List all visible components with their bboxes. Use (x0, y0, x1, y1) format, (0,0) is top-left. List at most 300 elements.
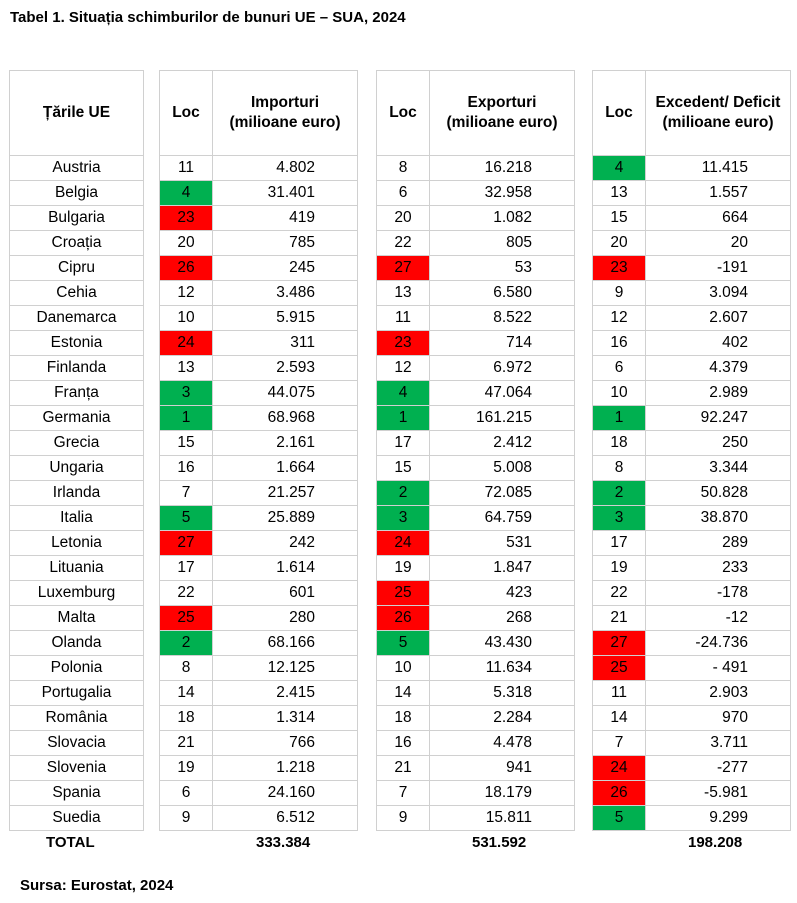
table-row (377, 531, 575, 556)
imports-rank-cell: 22 (160, 581, 213, 606)
table-row (377, 381, 575, 406)
balance-rank-cell: 11 (593, 681, 646, 706)
exports-rank-cell: 17 (377, 431, 430, 456)
table-row (160, 306, 358, 331)
table-row (593, 581, 791, 606)
imports-value-cell: 1.218 (213, 756, 358, 781)
table-row (593, 381, 791, 406)
imports-rank-cell: 24 (160, 331, 213, 356)
imports-rank-cell: 7 (160, 481, 213, 506)
table-row (10, 506, 144, 531)
country-cell: Slovenia (10, 756, 144, 781)
exports-rank-cell: 4 (377, 381, 430, 406)
table-row (377, 281, 575, 306)
table-row (160, 456, 358, 481)
imports-rank-cell: 23 (160, 206, 213, 231)
exports-header: Exporturi (milioane euro) (430, 71, 575, 156)
imports-value-cell: 5.915 (213, 306, 358, 331)
imports-value-cell: 12.125 (213, 656, 358, 681)
balance-rank-cell: 22 (593, 581, 646, 606)
balance-rank-cell: 21 (593, 606, 646, 631)
imports-value-cell: 6.512 (213, 806, 358, 831)
balance-value-cell: 1.557 (646, 181, 791, 206)
table-row (377, 606, 575, 631)
country-cell: Olanda (10, 631, 144, 656)
exports-rank-cell: 21 (377, 756, 430, 781)
table-row (160, 756, 358, 781)
imports-rank-cell: 6 (160, 781, 213, 806)
exports-value-cell: 64.759 (430, 506, 575, 531)
table-row (377, 781, 575, 806)
total-balance: 198.208 (688, 834, 743, 851)
imports-rank-cell: 11 (160, 156, 213, 181)
exports-value-cell: 714 (430, 331, 575, 356)
table-row (160, 231, 358, 256)
table-row (593, 806, 791, 831)
table-row (10, 381, 144, 406)
country-cell: Luxemburg (10, 581, 144, 606)
country-cell: Ungaria (10, 456, 144, 481)
table-row (377, 631, 575, 656)
table-row (10, 256, 144, 281)
imports-rank-cell: 20 (160, 231, 213, 256)
table-row (10, 156, 144, 181)
table-row (593, 631, 791, 656)
balance-value-cell: 970 (646, 706, 791, 731)
exports-rank-cell: 19 (377, 556, 430, 581)
imports-rank-cell: 21 (160, 731, 213, 756)
imports-value-cell: 68.166 (213, 631, 358, 656)
table-row (377, 181, 575, 206)
table-row (160, 431, 358, 456)
country-cell: Croația (10, 231, 144, 256)
imports-value-cell: 1.614 (213, 556, 358, 581)
table-row (160, 706, 358, 731)
country-cell: Italia (10, 506, 144, 531)
table-row (10, 331, 144, 356)
balance-value-cell: -5.981 (646, 781, 791, 806)
table-row (10, 781, 144, 806)
exports-value-cell: 32.958 (430, 181, 575, 206)
exports-value-cell: 268 (430, 606, 575, 631)
balance-value-cell: -12 (646, 606, 791, 631)
balance-value-cell: 3.344 (646, 456, 791, 481)
exports-value-cell: 2.412 (430, 431, 575, 456)
exports-value-cell: 11.634 (430, 656, 575, 681)
exports-value-cell: 5.008 (430, 456, 575, 481)
country-cell: Finlanda (10, 356, 144, 381)
table-row (160, 631, 358, 656)
table-row (593, 706, 791, 731)
exports-rank-cell: 7 (377, 781, 430, 806)
exports-rank-cell: 25 (377, 581, 430, 606)
table-row (593, 481, 791, 506)
table-row (160, 281, 358, 306)
table-row (377, 581, 575, 606)
imports-rank-cell: 10 (160, 306, 213, 331)
table-row (593, 181, 791, 206)
table-row (593, 306, 791, 331)
exports-value-cell: 16.218 (430, 156, 575, 181)
imports-rank-cell: 19 (160, 756, 213, 781)
country-cell: Slovacia (10, 731, 144, 756)
balance-value-cell: 2.607 (646, 306, 791, 331)
imports-rank-cell: 15 (160, 431, 213, 456)
country-cell: Suedia (10, 806, 144, 831)
table-row (377, 556, 575, 581)
table-row (377, 331, 575, 356)
exports-value-cell: 6.580 (430, 281, 575, 306)
balance-rank-cell: 6 (593, 356, 646, 381)
balance-rank-cell: 1 (593, 406, 646, 431)
balance-rank-cell: 8 (593, 456, 646, 481)
balance-value-cell: 289 (646, 531, 791, 556)
table-row (160, 356, 358, 381)
imports-rank-header: Loc (160, 71, 213, 156)
table-row (10, 631, 144, 656)
table-row (593, 406, 791, 431)
country-cell: Letonia (10, 531, 144, 556)
table-row (10, 356, 144, 381)
balance-value-cell: 20 (646, 231, 791, 256)
balance-rank-cell: 9 (593, 281, 646, 306)
table-row (10, 406, 144, 431)
balance-value-cell: 11.415 (646, 156, 791, 181)
table-row (593, 356, 791, 381)
exports-value-cell: 4.478 (430, 731, 575, 756)
imports-value-cell: 242 (213, 531, 358, 556)
total-exports: 531.592 (472, 834, 527, 851)
imports-rank-cell: 18 (160, 706, 213, 731)
table-row (10, 481, 144, 506)
table-row (593, 331, 791, 356)
country-cell: Franța (10, 381, 144, 406)
imports-rank-cell: 13 (160, 356, 213, 381)
total-label: TOTAL (46, 834, 95, 851)
exports-rank-cell: 27 (377, 256, 430, 281)
imports-value-cell: 4.802 (213, 156, 358, 181)
exports-rank-cell: 20 (377, 206, 430, 231)
table-row (593, 681, 791, 706)
balance-rank-cell: 16 (593, 331, 646, 356)
table-row (377, 506, 575, 531)
imports-rank-cell: 14 (160, 681, 213, 706)
table-row (377, 306, 575, 331)
table-row (593, 231, 791, 256)
imports-value-cell: 1.664 (213, 456, 358, 481)
exports-value-cell: 1.847 (430, 556, 575, 581)
balance-rank-cell: 18 (593, 431, 646, 456)
balance-rank-cell: 15 (593, 206, 646, 231)
imports-header: Importuri (milioane euro) (213, 71, 358, 156)
balance-rank-cell: 24 (593, 756, 646, 781)
table-row (593, 456, 791, 481)
country-header: Țările UE (10, 71, 144, 156)
table-row (377, 256, 575, 281)
table-row (593, 506, 791, 531)
table-row (377, 806, 575, 831)
exports-rank-cell: 14 (377, 681, 430, 706)
balance-value-cell: -178 (646, 581, 791, 606)
country-cell: Belgia (10, 181, 144, 206)
imports-value-cell: 311 (213, 331, 358, 356)
imports-rank-cell: 3 (160, 381, 213, 406)
table-row (593, 606, 791, 631)
table-row (160, 781, 358, 806)
table-row (377, 756, 575, 781)
imports-value-cell: 280 (213, 606, 358, 631)
table-row (10, 456, 144, 481)
imports-rank-cell: 4 (160, 181, 213, 206)
balance-rank-cell: 23 (593, 256, 646, 281)
balance-value-cell: 250 (646, 431, 791, 456)
table-row (160, 156, 358, 181)
country-cell: Spania (10, 781, 144, 806)
exports-rank-cell: 26 (377, 606, 430, 631)
imports-rank-cell: 8 (160, 656, 213, 681)
exports-value-cell: 941 (430, 756, 575, 781)
table-row (593, 756, 791, 781)
exports-value-cell: 8.522 (430, 306, 575, 331)
table-row (10, 281, 144, 306)
table-row (160, 181, 358, 206)
table-row (10, 581, 144, 606)
imports-rank-cell: 1 (160, 406, 213, 431)
table-row (377, 431, 575, 456)
balance-rank-header: Loc (593, 71, 646, 156)
balance-rank-cell: 10 (593, 381, 646, 406)
imports-rank-cell: 12 (160, 281, 213, 306)
imports-value-cell: 31.401 (213, 181, 358, 206)
country-cell: Austria (10, 156, 144, 181)
balance-rank-cell: 27 (593, 631, 646, 656)
table-row (377, 681, 575, 706)
imports-value-cell: 68.968 (213, 406, 358, 431)
exports-rank-cell: 23 (377, 331, 430, 356)
balance-table (592, 70, 791, 831)
table-row (377, 206, 575, 231)
imports-value-cell: 21.257 (213, 481, 358, 506)
balance-value-cell: 50.828 (646, 481, 791, 506)
exports-value-cell: 53 (430, 256, 575, 281)
balance-value-cell: 92.247 (646, 406, 791, 431)
table-row (377, 456, 575, 481)
balance-value-cell: 664 (646, 206, 791, 231)
exports-value-cell: 15.811 (430, 806, 575, 831)
imports-value-cell: 766 (213, 731, 358, 756)
exports-rank-cell: 18 (377, 706, 430, 731)
balance-rank-cell: 17 (593, 531, 646, 556)
balance-rank-cell: 19 (593, 556, 646, 581)
country-cell: Cipru (10, 256, 144, 281)
table-row (593, 256, 791, 281)
balance-value-cell: 38.870 (646, 506, 791, 531)
table-row (160, 606, 358, 631)
table-row (593, 656, 791, 681)
imports-value-cell: 2.161 (213, 431, 358, 456)
table-row (377, 406, 575, 431)
exports-value-cell: 1.082 (430, 206, 575, 231)
balance-value-cell: -277 (646, 756, 791, 781)
balance-rank-cell: 7 (593, 731, 646, 756)
country-cell: Estonia (10, 331, 144, 356)
countries-table (9, 70, 144, 831)
exports-rank-cell: 5 (377, 631, 430, 656)
balance-header: Excedent/ Deficit (milioane euro) (646, 71, 791, 156)
country-cell: Cehia (10, 281, 144, 306)
country-cell: Grecia (10, 431, 144, 456)
exports-value-cell: 423 (430, 581, 575, 606)
imports-rank-cell: 27 (160, 531, 213, 556)
exports-value-cell: 5.318 (430, 681, 575, 706)
exports-rank-cell: 1 (377, 406, 430, 431)
imports-value-cell: 24.160 (213, 781, 358, 806)
table-row (377, 156, 575, 181)
table-row (593, 731, 791, 756)
exports-rank-cell: 3 (377, 506, 430, 531)
balance-rank-cell: 20 (593, 231, 646, 256)
table-row (160, 481, 358, 506)
table-row (10, 206, 144, 231)
balance-rank-cell: 5 (593, 806, 646, 831)
exports-value-cell: 72.085 (430, 481, 575, 506)
imports-value-cell: 601 (213, 581, 358, 606)
exports-rank-cell: 6 (377, 181, 430, 206)
table-row (10, 531, 144, 556)
exports-value-cell: 161.215 (430, 406, 575, 431)
table-row (593, 431, 791, 456)
table-row (160, 331, 358, 356)
imports-value-cell: 1.314 (213, 706, 358, 731)
country-cell: Danemarca (10, 306, 144, 331)
exports-rank-cell: 2 (377, 481, 430, 506)
country-cell: Malta (10, 606, 144, 631)
table-row (160, 806, 358, 831)
imports-value-cell: 3.486 (213, 281, 358, 306)
balance-value-cell: 3.711 (646, 731, 791, 756)
exports-rank-cell: 16 (377, 731, 430, 756)
table-row (160, 531, 358, 556)
balance-value-cell: - 491 (646, 656, 791, 681)
balance-value-cell: 4.379 (646, 356, 791, 381)
balance-value-cell: -191 (646, 256, 791, 281)
table-row (377, 356, 575, 381)
table-row (160, 381, 358, 406)
imports-rank-cell: 25 (160, 606, 213, 631)
table-row (160, 556, 358, 581)
balance-rank-cell: 26 (593, 781, 646, 806)
exports-value-cell: 2.284 (430, 706, 575, 731)
table-title: Tabel 1. Situația schimburilor de bunuri UE – SUA, 2024 (10, 9, 406, 26)
imports-value-cell: 2.415 (213, 681, 358, 706)
table-row (160, 206, 358, 231)
country-cell: Lituania (10, 556, 144, 581)
table-row (160, 406, 358, 431)
balance-value-cell: 9.299 (646, 806, 791, 831)
exports-rank-cell: 10 (377, 656, 430, 681)
imports-rank-cell: 17 (160, 556, 213, 581)
imports-table (159, 70, 358, 831)
table-row (10, 806, 144, 831)
exports-value-cell: 47.064 (430, 381, 575, 406)
balance-rank-cell: 13 (593, 181, 646, 206)
table-row (377, 231, 575, 256)
exports-rank-cell: 12 (377, 356, 430, 381)
country-cell: Germania (10, 406, 144, 431)
table-row (593, 206, 791, 231)
exports-rank-header: Loc (377, 71, 430, 156)
exports-table (376, 70, 575, 831)
balance-rank-cell: 2 (593, 481, 646, 506)
exports-rank-cell: 24 (377, 531, 430, 556)
balance-rank-cell: 14 (593, 706, 646, 731)
imports-value-cell: 44.075 (213, 381, 358, 406)
country-cell: Irlanda (10, 481, 144, 506)
table-row (10, 231, 144, 256)
exports-rank-cell: 13 (377, 281, 430, 306)
table-row (160, 731, 358, 756)
source-note: Sursa: Eurostat, 2024 (20, 877, 174, 894)
imports-value-cell: 2.593 (213, 356, 358, 381)
imports-value-cell: 245 (213, 256, 358, 281)
table-row (593, 156, 791, 181)
exports-rank-cell: 22 (377, 231, 430, 256)
table-row (10, 706, 144, 731)
balance-value-cell: 3.094 (646, 281, 791, 306)
balance-value-cell: 233 (646, 556, 791, 581)
imports-value-cell: 25.889 (213, 506, 358, 531)
country-cell: România (10, 706, 144, 731)
table-row (10, 656, 144, 681)
balance-rank-cell: 25 (593, 656, 646, 681)
table-row (160, 581, 358, 606)
table-row (160, 256, 358, 281)
balance-value-cell: 2.903 (646, 681, 791, 706)
imports-value-cell: 785 (213, 231, 358, 256)
imports-rank-cell: 2 (160, 631, 213, 656)
imports-value-cell: 419 (213, 206, 358, 231)
table-row (377, 656, 575, 681)
table-row (377, 481, 575, 506)
exports-rank-cell: 9 (377, 806, 430, 831)
exports-rank-cell: 8 (377, 156, 430, 181)
table-row (377, 731, 575, 756)
imports-rank-cell: 5 (160, 506, 213, 531)
table-row (160, 656, 358, 681)
table-row (10, 756, 144, 781)
imports-rank-cell: 16 (160, 456, 213, 481)
exports-rank-cell: 15 (377, 456, 430, 481)
table-row (10, 606, 144, 631)
table-row (160, 506, 358, 531)
exports-value-cell: 805 (430, 231, 575, 256)
balance-rank-cell: 3 (593, 506, 646, 531)
table-row (160, 681, 358, 706)
table-row (593, 556, 791, 581)
table-row (593, 781, 791, 806)
exports-value-cell: 6.972 (430, 356, 575, 381)
table-row (10, 181, 144, 206)
country-cell: Bulgaria (10, 206, 144, 231)
table-row (593, 531, 791, 556)
exports-value-cell: 18.179 (430, 781, 575, 806)
exports-value-cell: 531 (430, 531, 575, 556)
balance-rank-cell: 4 (593, 156, 646, 181)
country-cell: Portugalia (10, 681, 144, 706)
balance-value-cell: 402 (646, 331, 791, 356)
balance-value-cell: 2.989 (646, 381, 791, 406)
country-cell: Polonia (10, 656, 144, 681)
